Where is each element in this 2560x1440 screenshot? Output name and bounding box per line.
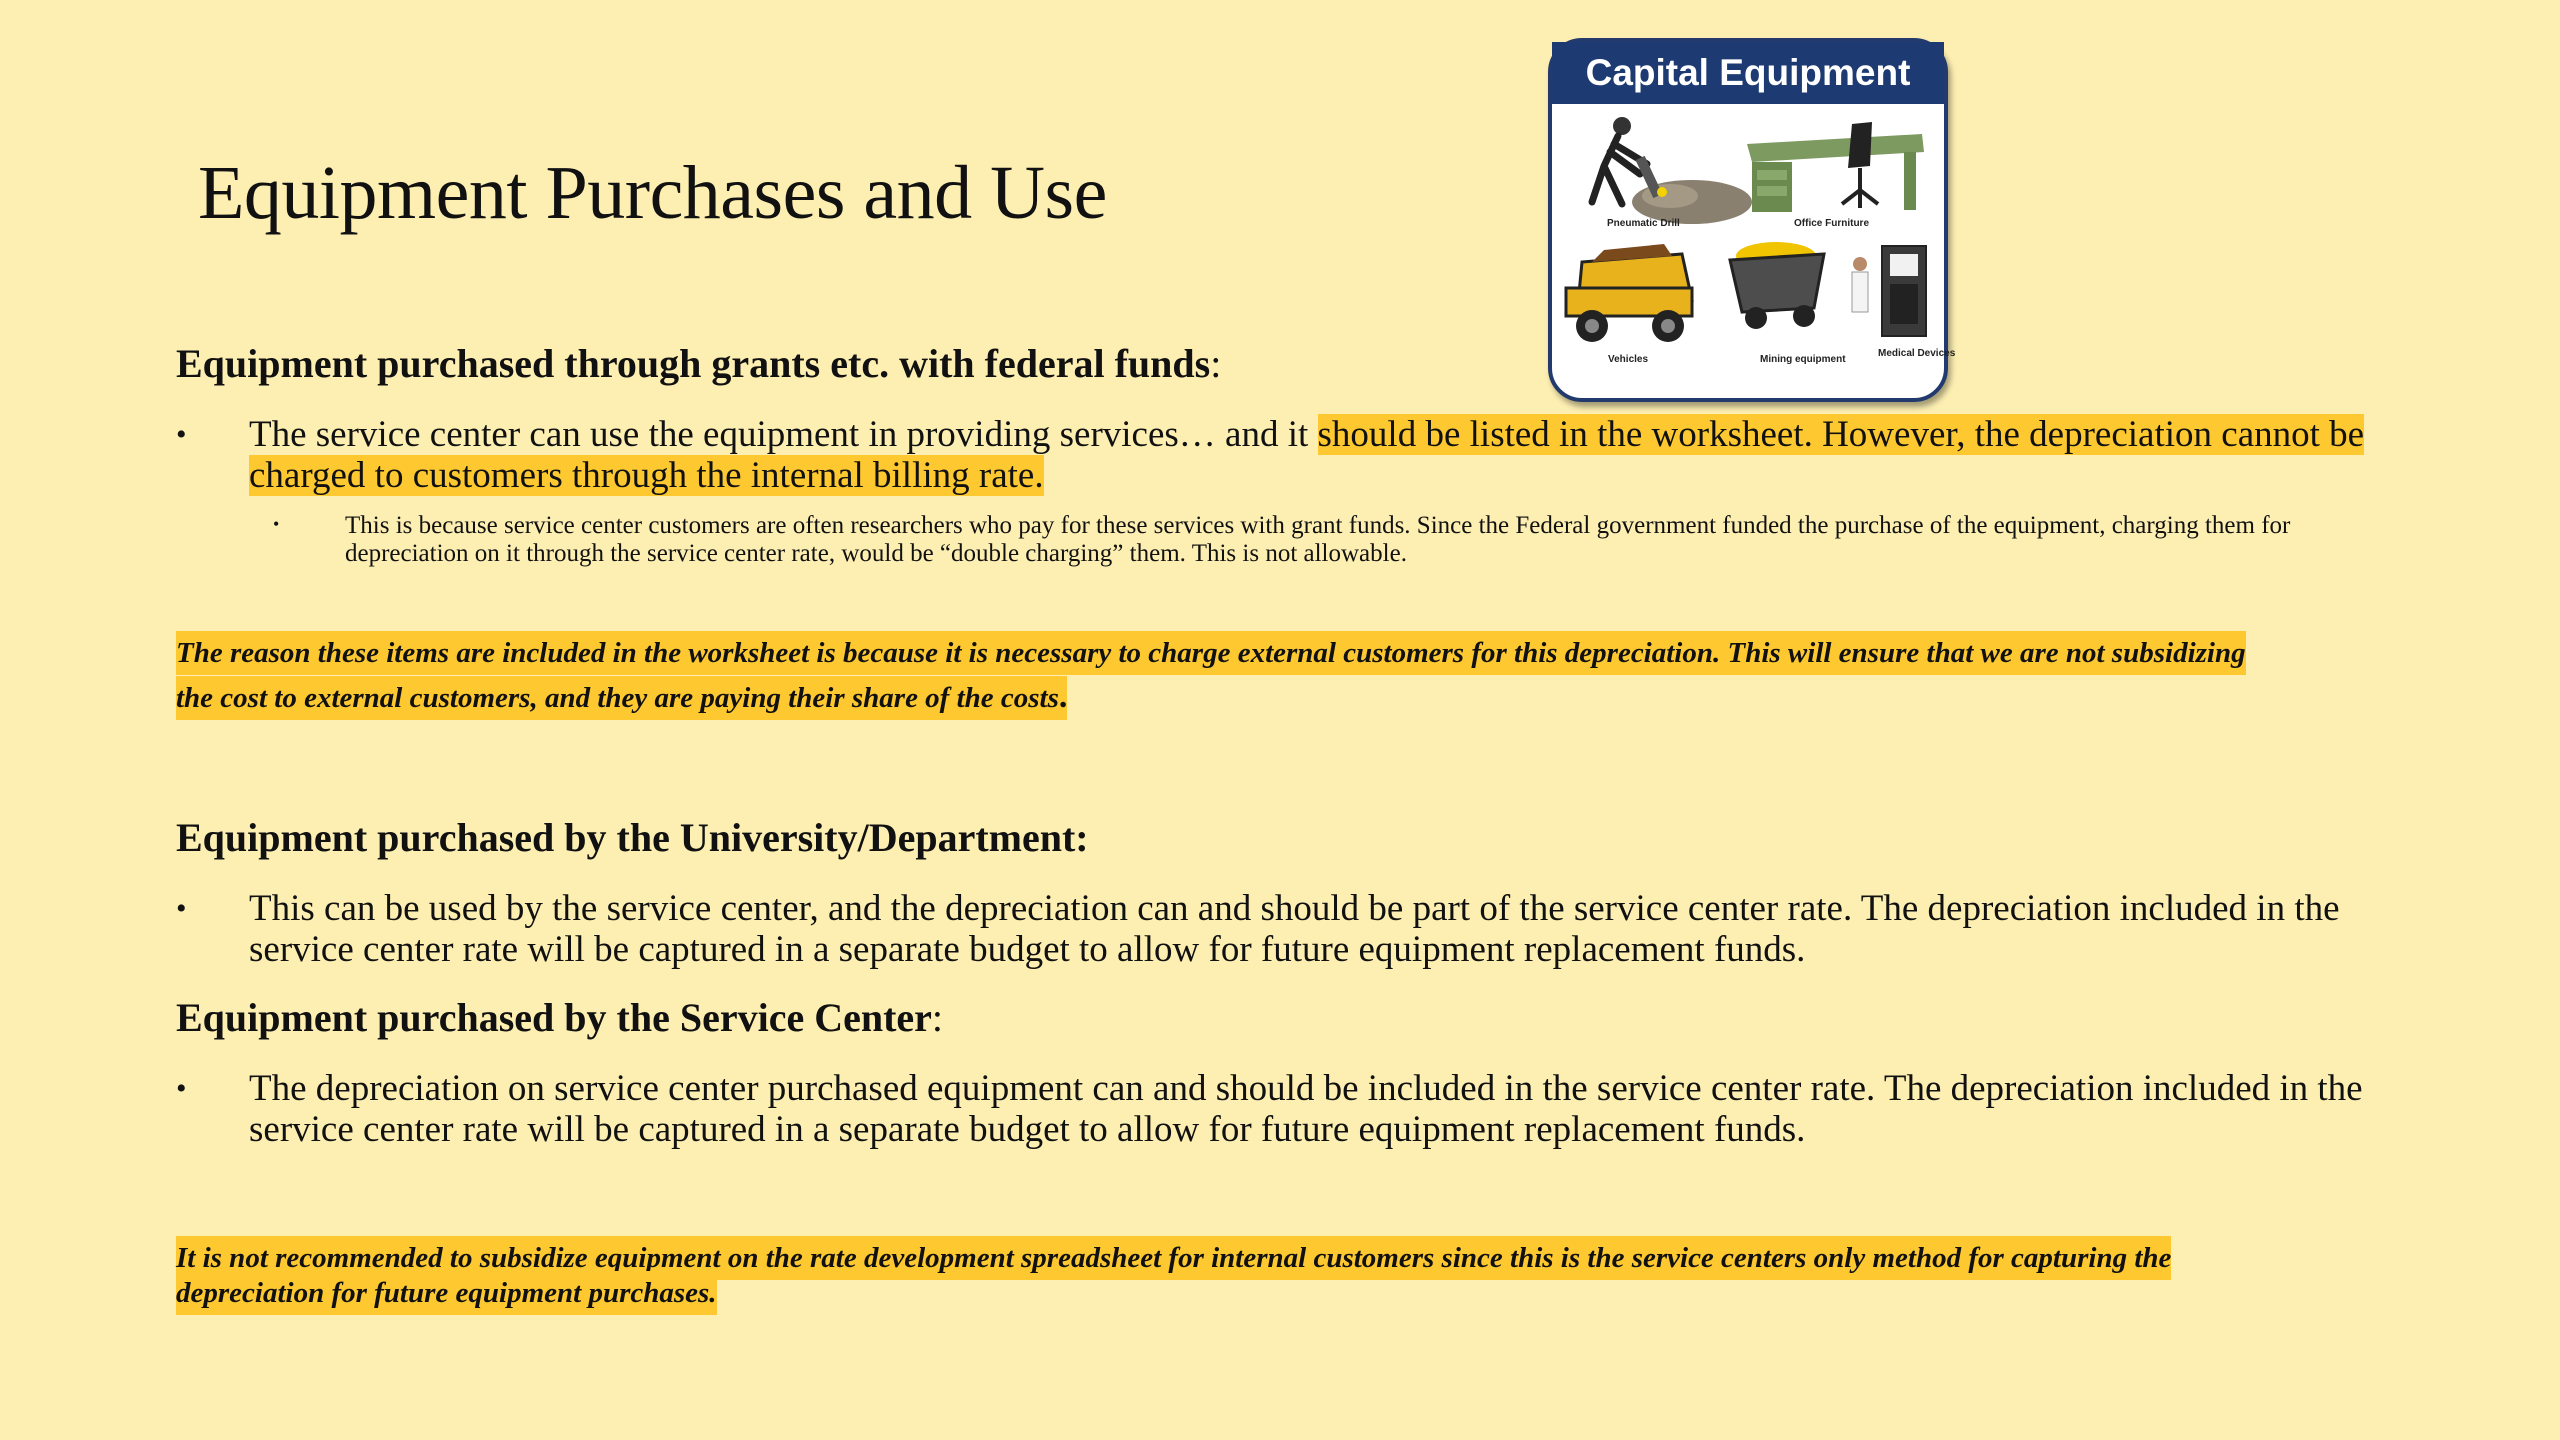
svg-text:Vehicles: Vehicles [1608,354,1649,365]
service-center-note [176,1241,2276,1311]
bullet-plain-text: The service center can use the equipment in providing services… and it [249,414,1318,455]
service-center-bullet [176,1068,2376,1158]
heading-colon: : [1210,341,1222,386]
bullet-dot: • [176,892,187,925]
slide-title: Equipment Purchases and Use [198,151,1107,235]
heading-colon: : [931,995,944,1040]
svg-text:Office Furniture: Office Furniture [1794,218,1870,229]
note-text: The reason these items are included in the worksheet is because it is necessary to charge external customers for this depreciation. This will ensure that we are not subsidizing the cost to external customers, and they are paying their share of the costs [176,637,2246,714]
federal-funds-heading [176,340,1221,387]
university-bullet [176,888,2376,978]
service-center-heading-text: Equipment purchased by the Service Center [176,995,932,1040]
bullet-dot: • [176,1072,187,1105]
university-heading: Equipment purchased by the University/Department: [176,815,1089,860]
bullet-highlighted-text: should be listed in the worksheet. However, the depreciation cannot be charged to customers through the internal billing rate. [249,414,2365,496]
service-center-heading [176,994,943,1041]
equipment-illustration [1552,104,1956,398]
sub-bullet-dot: • [273,514,280,534]
capital-equipment-image [1548,38,1956,402]
sub-bullet-text: This is because service center customers are often researchers who pay for these services with grant funds. Since the Federal government funded the purchase of the equipment, charging them for depreciation on it through the service center rate, would be “double charging” them. This is not allowable. [345,512,2291,567]
vehicle-icon [1566,244,1692,365]
federal-funds-heading-text: Equipment purchased through grants etc. with federal funds [176,341,1211,386]
mining-equipment-icon [1730,242,1846,365]
service-center-bullet-text: The depreciation on service center purchased equipment can and should be included in the service center rate. The depreciation included in the service center rate will be captured in a separate budget to allow for future equipment replacement funds. [249,1068,2363,1150]
federal-funds-bullet-text [249,414,2409,496]
pneumatic-drill-icon [1592,117,1752,229]
image-title: Capital Equipment [1552,42,1944,104]
svg-text:Pneumatic Drill: Pneumatic Drill [1607,218,1680,229]
note-period: . [1058,678,1068,715]
federal-funds-note [176,631,2276,720]
bullet-dot: • [176,418,187,451]
federal-funds-sub-bullet [273,512,2333,572]
federal-funds-note-highlight [176,631,2246,720]
federal-funds-bullet [176,414,2376,504]
svg-text:Medical Devices: Medical Devices [1878,348,1956,359]
medical-devices-icon [1852,246,1956,359]
office-furniture-icon [1747,122,1924,229]
university-bullet-text: This can be used by the service center, and the depreciation can and should be part of the service center rate. The depreciation included in the service center rate will be captured in a separate budget to allow for future equipment replacement funds. [249,888,2340,970]
svg-text:Mining equipment: Mining equipment [1760,354,1846,365]
service-center-note-highlight: It is not recommended to subsidize equipment on the rate development spreadsheet for internal customers since this is the service centers only method for capturing the depreciation for future equipment purchases. [176,1236,2171,1315]
